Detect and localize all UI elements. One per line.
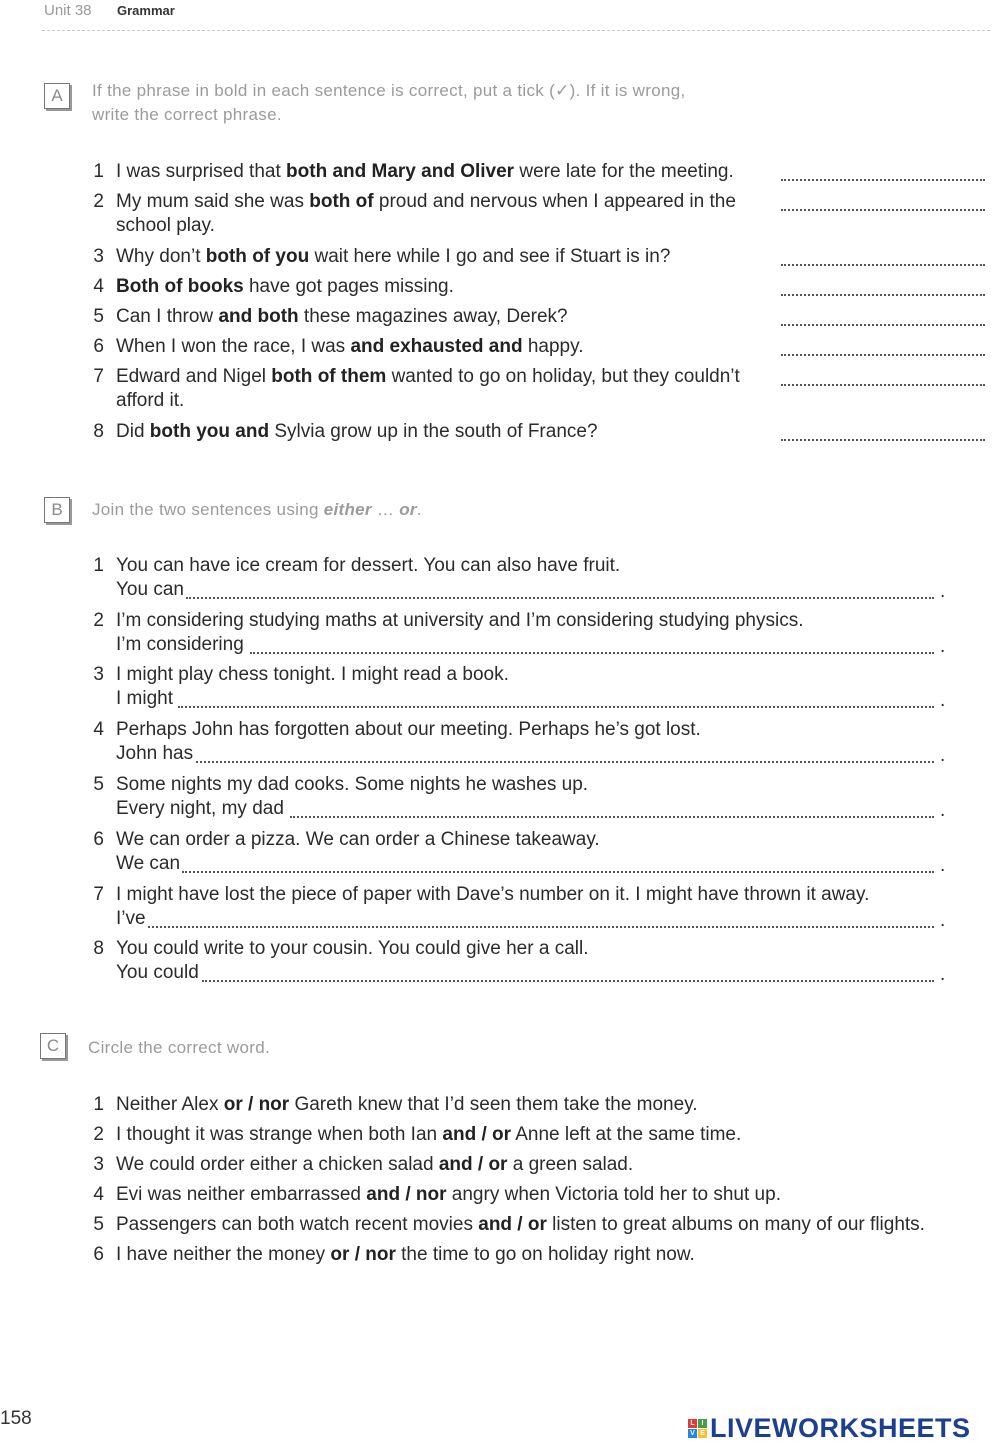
word-choice[interactable]: and / or	[438, 1154, 508, 1175]
bold-phrase: both of	[309, 191, 374, 212]
end-period: .	[940, 964, 946, 985]
answer-field[interactable]	[250, 652, 934, 654]
answer-field[interactable]	[290, 816, 934, 818]
answer-prompt: Every night, my dad	[116, 798, 284, 819]
sentence-text: were late for the meeting.	[514, 161, 734, 182]
answer-prompt: You could	[116, 962, 199, 983]
item-number: 7	[93, 884, 104, 905]
section-b-period: .	[416, 500, 422, 519]
logo-text: LIVEWORKSHEETS	[710, 1413, 971, 1443]
sentence-text: happy.	[522, 336, 584, 357]
answer-field[interactable]	[781, 294, 985, 296]
sentence-text: Passengers can both watch recent movies	[116, 1214, 479, 1235]
section-b-instruction-text: Join the two sentences using	[92, 500, 324, 519]
section-c-box: C	[40, 1033, 66, 1059]
sentence-text: proud and nervous when I appeared in the	[373, 191, 736, 212]
end-period: .	[940, 855, 946, 876]
end-period: .	[940, 910, 946, 931]
end-period: .	[940, 581, 946, 602]
item-number: 6	[93, 829, 104, 850]
word-choice[interactable]: and / or	[442, 1124, 512, 1145]
section-a-sentence	[116, 305, 568, 329]
sentence-text: listen to great albums on many of our flights.	[546, 1214, 925, 1235]
sentence-text: I have neither the money	[116, 1244, 331, 1265]
section-a-sentence	[116, 420, 598, 444]
answer-field[interactable]	[178, 706, 934, 708]
item-number: 1	[93, 161, 104, 182]
sentence-continuation: school play.	[116, 215, 215, 236]
logo-letter-tile: I	[698, 1419, 707, 1428]
end-period: .	[940, 690, 946, 711]
item-number: 3	[93, 1154, 104, 1175]
section-a-instruction-line1: If the phrase in bold in each sentence is correct, put a tick (✓). If it is wrong,	[92, 81, 686, 100]
page-number: 158	[0, 1408, 32, 1429]
section-b-sentence: You could write to your cousin. You could give her a call.	[116, 938, 589, 959]
answer-field[interactable]	[781, 354, 985, 356]
bold-phrase: Both of books	[116, 276, 244, 297]
item-number: 4	[93, 276, 104, 297]
section-c-sentence	[116, 1183, 781, 1207]
page-header	[42, 0, 990, 31]
bold-phrase: and both	[218, 306, 299, 327]
item-number: 2	[93, 191, 104, 212]
sentence-text: Neither Alex	[116, 1094, 224, 1115]
section-a-sentence	[116, 365, 740, 389]
section-c-sentence	[116, 1153, 633, 1177]
item-number: 2	[93, 610, 104, 631]
bold-phrase: both of you	[205, 246, 310, 267]
section-a-sentence	[116, 245, 670, 269]
bold-phrase: and exhausted and	[350, 336, 523, 357]
word-choice[interactable]: or / nor	[330, 1244, 396, 1265]
section-b-instruction	[92, 498, 422, 522]
section-b-ellipsis: …	[371, 500, 400, 519]
liveworksheets-logo	[688, 1413, 971, 1444]
item-number: 6	[93, 336, 104, 357]
item-number: 1	[93, 555, 104, 576]
section-b-sentence: Perhaps John has forgotten about our meeting. Perhaps he’s got lost.	[116, 719, 701, 740]
sentence-text: have got pages missing.	[243, 276, 454, 297]
item-number: 3	[93, 664, 104, 685]
sentence-text: When I won the race, I was	[116, 336, 351, 357]
sentence-text: I was surprised that	[116, 161, 287, 182]
answer-field[interactable]	[781, 439, 985, 441]
sentence-text: Gareth knew that I’d seen them take the money.	[289, 1094, 698, 1115]
word-choice[interactable]: and / or	[478, 1214, 547, 1235]
item-number: 1	[93, 1094, 104, 1115]
sentence-text: a green salad.	[507, 1154, 634, 1175]
sentence-text: Did	[116, 421, 150, 442]
sentence-text: these magazines away, Derek?	[298, 306, 568, 327]
answer-field[interactable]	[781, 209, 985, 211]
section-b-either: either	[323, 500, 372, 519]
answer-field[interactable]	[196, 761, 934, 763]
bold-phrase: both you and	[149, 421, 270, 442]
bold-phrase: both of them	[271, 366, 387, 387]
section-a-sentence	[116, 190, 736, 214]
answer-field[interactable]	[202, 980, 934, 982]
logo-letter-tile: V	[688, 1429, 697, 1438]
sentence-text: We could order either a chicken salad	[116, 1154, 439, 1175]
sentence-text: Why don’t	[116, 246, 206, 267]
section-c-sentence	[116, 1093, 698, 1117]
section-label: Grammar	[117, 3, 175, 18]
word-choice[interactable]: and / nor	[366, 1184, 447, 1205]
sentence-text: Anne left at the same time.	[511, 1124, 742, 1145]
sentence-text: angry when Victoria told her to shut up.	[446, 1184, 781, 1205]
answer-field[interactable]	[182, 871, 934, 873]
end-period: .	[940, 745, 946, 766]
sentence-text: I thought it was strange when both Ian	[116, 1124, 443, 1145]
item-number: 2	[93, 1124, 104, 1145]
section-b-or: or	[399, 500, 417, 519]
answer-prompt: We can	[116, 853, 181, 874]
answer-field[interactable]	[781, 324, 985, 326]
section-b-sentence: We can order a pizza. We can order a Chinese takeaway.	[116, 829, 600, 850]
unit-label: Unit 38	[44, 2, 92, 19]
sentence-text: Evi was neither embarrassed	[116, 1184, 367, 1205]
logo-letter-tile: E	[698, 1429, 707, 1438]
item-number: 5	[93, 306, 104, 327]
answer-prompt: John has	[116, 743, 194, 764]
word-choice[interactable]: or / nor	[223, 1094, 290, 1115]
section-a-sentence	[116, 335, 583, 359]
item-number: 3	[93, 246, 104, 267]
logo-icon	[688, 1419, 707, 1438]
answer-prompt: You can	[116, 579, 184, 600]
section-b-sentence: I’m considering studying maths at university and I’m considering studying physics.	[116, 610, 804, 631]
section-b-box: B	[44, 497, 70, 523]
section-c-sentence	[116, 1213, 925, 1237]
sentence-text: the time to go on holiday right now.	[395, 1244, 695, 1265]
sentence-continuation: afford it.	[116, 390, 185, 411]
section-b-sentence: Some nights my dad cooks. Some nights he washes up.	[116, 774, 589, 795]
item-number: 8	[93, 421, 104, 442]
logo-letter-tile: L	[688, 1419, 697, 1428]
item-number: 4	[93, 719, 104, 740]
item-number: 4	[93, 1184, 104, 1205]
item-number: 8	[93, 938, 104, 959]
section-b-sentence: I might play chess tonight. I might read a book.	[116, 664, 509, 685]
item-number: 7	[93, 366, 104, 387]
item-number: 6	[93, 1244, 104, 1265]
section-a-instruction	[92, 79, 686, 127]
item-number: 5	[93, 1214, 104, 1235]
section-a-sentence	[116, 275, 454, 299]
item-number: 5	[93, 774, 104, 795]
section-a-instruction-line2: write the correct phrase.	[92, 105, 282, 124]
end-period: .	[940, 636, 946, 657]
sentence-text: My mum said she was	[116, 191, 310, 212]
answer-prompt: I might	[116, 688, 174, 709]
answer-field[interactable]	[781, 384, 985, 386]
section-c-sentence	[116, 1123, 741, 1147]
answer-field[interactable]	[186, 597, 934, 599]
answer-field[interactable]	[148, 926, 934, 928]
answer-prompt: I’ve	[116, 908, 146, 929]
sentence-text: wanted to go on holiday, but they couldn’t	[386, 366, 740, 387]
sentence-text: wait here while I go and see if Stuart is in?	[309, 246, 671, 267]
sentence-text: Sylvia grow up in the south of France?	[269, 421, 598, 442]
section-a-box: A	[44, 83, 70, 109]
answer-field[interactable]	[781, 179, 985, 181]
section-a-sentence	[116, 160, 734, 184]
section-c-sentence	[116, 1243, 695, 1267]
sentence-text: Edward and Nigel	[116, 366, 272, 387]
sentence-text: Can I throw	[116, 306, 219, 327]
section-b-sentence: You can have ice cream for dessert. You can also have fruit.	[116, 555, 621, 576]
section-b-sentence: I might have lost the piece of paper with Dave’s number on it. I might have thrown it away.	[116, 884, 870, 905]
answer-field[interactable]	[781, 264, 985, 266]
end-period: .	[940, 800, 946, 821]
answer-prompt: I’m considering	[116, 634, 244, 655]
bold-phrase: both and Mary and Oliver	[286, 161, 515, 182]
section-c-instruction: Circle the correct word.	[88, 1038, 270, 1057]
